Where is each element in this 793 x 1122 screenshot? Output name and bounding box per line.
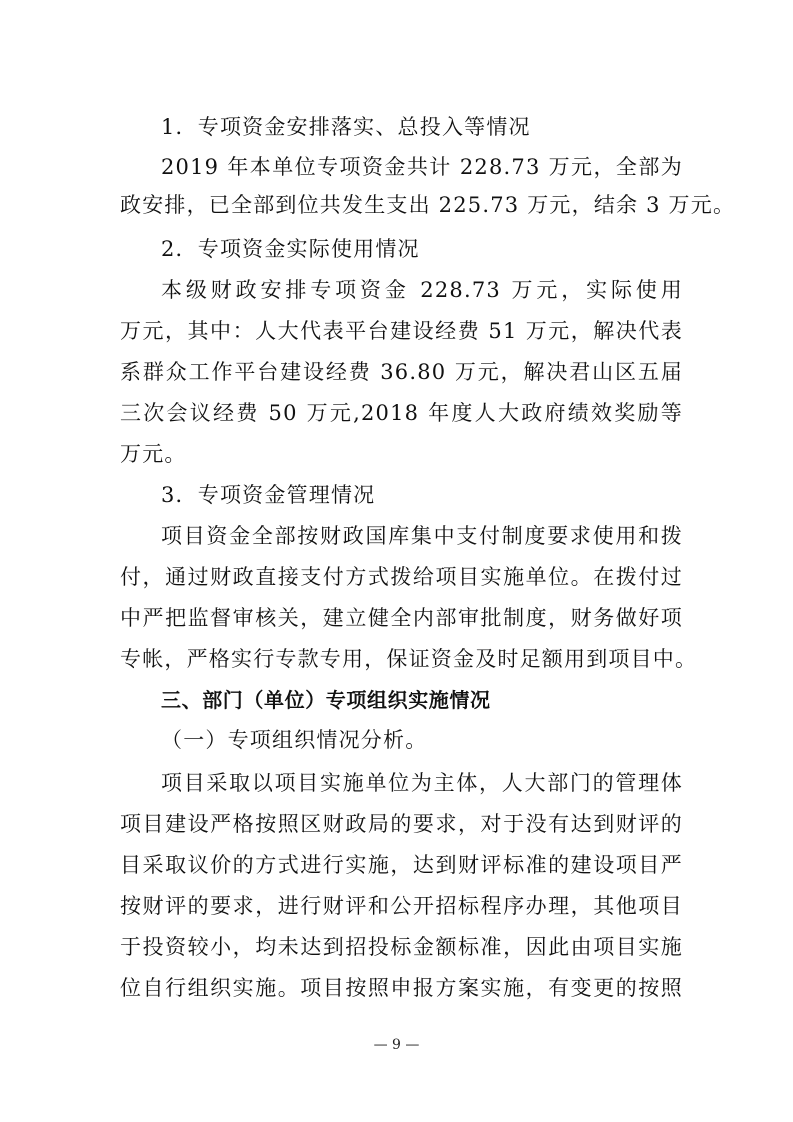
- paragraph-line: 中严把监督审核关，建立健全内部审批制度，财务做好项: [120, 606, 683, 630]
- paragraph-line: 本级财政安排专项资金 228.73 万元，实际使用: [161, 278, 683, 302]
- paragraph-line: 项目采取以项目实施单位为主体，人大部门的管理体: [161, 771, 683, 795]
- paragraph-line: 专帐，严格实行专款专用，保证资金及时足额用到项目中。: [120, 647, 698, 671]
- paragraph-line: 位自行组织实施。项目按照申报方案实施，有变更的按照: [120, 976, 683, 1000]
- paragraph-line: 付，通过财政直接支付方式拨给项目实施单位。在拨付过: [120, 565, 683, 589]
- subheading-actual-usage: 2．专项资金实际使用情况: [161, 237, 420, 261]
- subheading-funding-arrangement: 1．专项资金安排落实、总投入等情况: [161, 115, 531, 139]
- paragraph-line: 按财评的要求，进行财评和公开招标程序办理，其他项目: [120, 894, 683, 918]
- section-heading-implementation: 三、部门（单位）专项组织实施情况: [161, 688, 491, 712]
- page-number: — 9 —: [373, 1037, 420, 1053]
- paragraph-line: 项目资金全部按财政国库集中支付制度要求使用和拨: [161, 524, 683, 548]
- subheading-fund-management: 3．专项资金管理情况: [161, 483, 376, 507]
- paragraph-line: 2019 年本单位专项资金共计 228.73 万元，全部为: [161, 155, 683, 179]
- paragraph-line: 系群众工作平台建设经费 36.80 万元，解决君山区五届: [120, 360, 683, 384]
- paragraph-line: 目采取议价的方式进行实施，达到财评标准的建设项目严: [120, 853, 683, 877]
- paragraph-line: 项目建设严格按照区财政局的要求，对于没有达到财评的: [120, 812, 683, 836]
- paragraph-line: 政安排，已全部到位共发生支出 225.73 万元，结余 3 万元。: [120, 193, 736, 217]
- subsection-heading-analysis: （一）专项组织情况分析。: [161, 728, 428, 752]
- paragraph-line: 三次会议经费 50 万元,2018 年度人大政府绩效奖励等: [120, 401, 683, 425]
- paragraph-line: 万元，其中：人大代表平台建设经费 51 万元，解决代表: [120, 319, 683, 343]
- paragraph-line: 万元。: [120, 442, 187, 466]
- paragraph-line: 于投资较小，均未达到招投标金额标准，因此由项目实施: [120, 935, 683, 959]
